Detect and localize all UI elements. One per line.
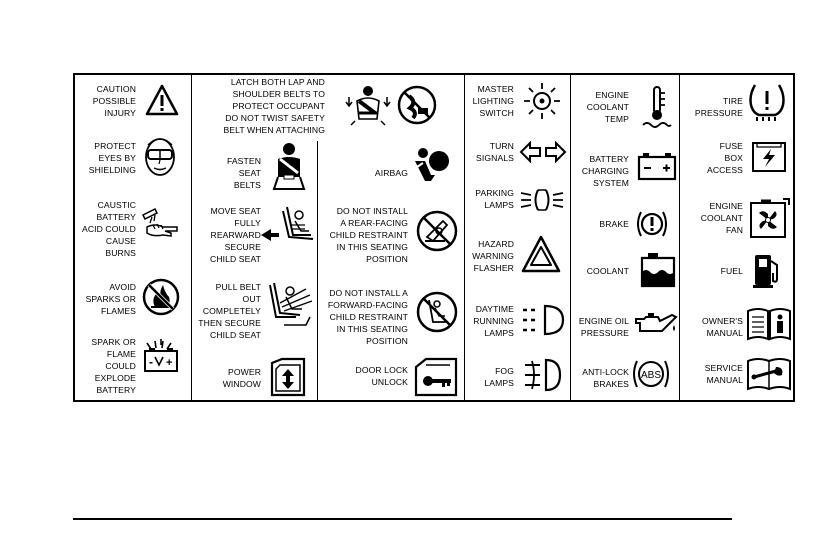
page-footer-rule	[73, 518, 732, 520]
airbag-label: AIRBAG	[374, 168, 408, 178]
owners-manual-icon	[746, 307, 792, 341]
oil-can-icon	[632, 311, 678, 339]
turn-signals-label: TURN SIGNALS	[476, 141, 514, 163]
safety-goggles-icon	[142, 133, 178, 177]
no-flames-icon	[141, 277, 181, 317]
coolant-temp-icon	[641, 85, 673, 129]
door-lock-key-icon	[414, 357, 458, 397]
no-forward-facing-label: DO NOT INSTALL A FORWARD-FACING CHILD RESTRAINT IN THIS SEATING POSITION	[327, 288, 408, 346]
fasten-belts-label: FASTEN SEAT BELTS	[226, 156, 261, 190]
fuel-label: FUEL	[720, 266, 743, 276]
tire-pressure-icon	[747, 81, 787, 123]
abs-badge-text: ABS	[640, 370, 662, 381]
daytime-lamps-label: DAYTIME RUNNING LAMPS	[473, 304, 514, 338]
airbag-icon	[411, 145, 451, 185]
oil-pressure-label: ENGINE OIL PRESSURE	[578, 316, 629, 338]
fuse-box-icon	[751, 141, 787, 173]
master-lighting-label: MASTER LIGHTING SWITCH	[472, 84, 514, 118]
column-divider	[679, 75, 680, 400]
battery-explosion-icon	[141, 339, 181, 375]
engine-temp-label: ENGINE COOLANT TEMP	[586, 90, 629, 124]
brake-warning-icon	[635, 208, 669, 240]
power-window-icon	[270, 357, 306, 397]
caustic-acid-label: CAUSTIC BATTERY ACID COULD CAUSE BURNS	[81, 200, 136, 258]
parking-lamps-label: PARKING LAMPS	[475, 188, 514, 210]
abs-icon	[631, 357, 671, 391]
column-divider	[191, 75, 192, 400]
parking-lamps-icon	[519, 185, 565, 215]
fog-lamps-label: FOG LAMPS	[484, 366, 514, 388]
fog-lamps-icon	[522, 357, 562, 393]
caution-triangle-icon	[145, 84, 179, 116]
svg-text:-: -	[149, 355, 153, 369]
seat-belt-icon	[270, 141, 308, 191]
belt-latch-icon	[345, 83, 391, 127]
service-manual-label: SERVICE MANUAL	[704, 363, 743, 385]
daytime-running-lamps-icon	[519, 303, 565, 337]
svg-text:+: +	[166, 357, 173, 369]
battery-charging-label: BATTERY CHARGING SYSTEM	[581, 154, 629, 188]
coolant-label: COOLANT	[586, 266, 629, 276]
no-twist-belt-icon	[396, 84, 438, 126]
battery-icon	[637, 151, 677, 183]
column-divider	[317, 141, 318, 400]
door-lock-label: DOOR LOCK UNLOCK	[355, 365, 408, 387]
master-lighting-icon	[520, 81, 564, 121]
brake-label: BRAKE	[599, 219, 629, 229]
fuel-pump-icon	[751, 251, 783, 289]
latch-belts-label: LATCH BOTH LAP AND SHOULDER BELTS TO PROTECT OCCUPANT DO NOT TWIST SAFETY BELT WHEN ATTACHING	[223, 77, 325, 135]
caution-label: CAUTION POSSIBLE INJURY	[92, 84, 136, 118]
no-forward-facing-seat-icon	[415, 290, 459, 334]
vehicle-symbols-chart	[73, 73, 795, 402]
power-window-label: POWER WINDOW	[222, 367, 261, 389]
no-rear-facing-seat-icon	[415, 209, 459, 253]
fuse-box-label: FUSE BOX ACCESS	[707, 141, 743, 175]
avoid-sparks-label: AVOID SPARKS OR FLAMES	[85, 282, 136, 316]
service-manual-icon	[746, 357, 792, 391]
no-rear-facing-label: DO NOT INSTALL A REAR-FACING CHILD RESTRAINT IN THIS SEATING POSITION	[329, 206, 408, 264]
column-divider	[570, 75, 571, 400]
coolant-fan-label: ENGINE COOLANT FAN	[700, 201, 743, 235]
coolant-fan-icon	[747, 197, 791, 241]
pull-belt-label: PULL BELT OUT COMPLETELY THEN SECURE CHILD SEAT	[198, 282, 261, 340]
turn-signal-arrows-icon	[519, 141, 567, 163]
coolant-reservoir-icon	[638, 250, 678, 288]
tire-pressure-label: TIRE PRESSURE	[694, 96, 743, 118]
acid-burn-hand-icon	[141, 207, 181, 241]
hazard-label: HAZARD WARNING FLASHER	[472, 239, 514, 273]
spark-explode-label: SPARK OR FLAME COULD EXPLODE BATTERY	[91, 337, 136, 395]
rearward-seat-icon	[259, 205, 315, 247]
anti-lock-label: ANTI-LOCK BRAKES	[582, 367, 629, 389]
child-seat-belt-icon	[266, 281, 316, 329]
protect-eyes-label: PROTECT EYES BY SHIELDING	[88, 141, 136, 175]
hazard-triangle-icon	[521, 235, 561, 275]
column-divider	[464, 75, 465, 400]
move-seat-label: MOVE SEAT FULLY REARWARD SECURE CHILD SEAT	[210, 206, 261, 264]
owners-manual-label: OWNER'S MANUAL	[701, 316, 743, 338]
